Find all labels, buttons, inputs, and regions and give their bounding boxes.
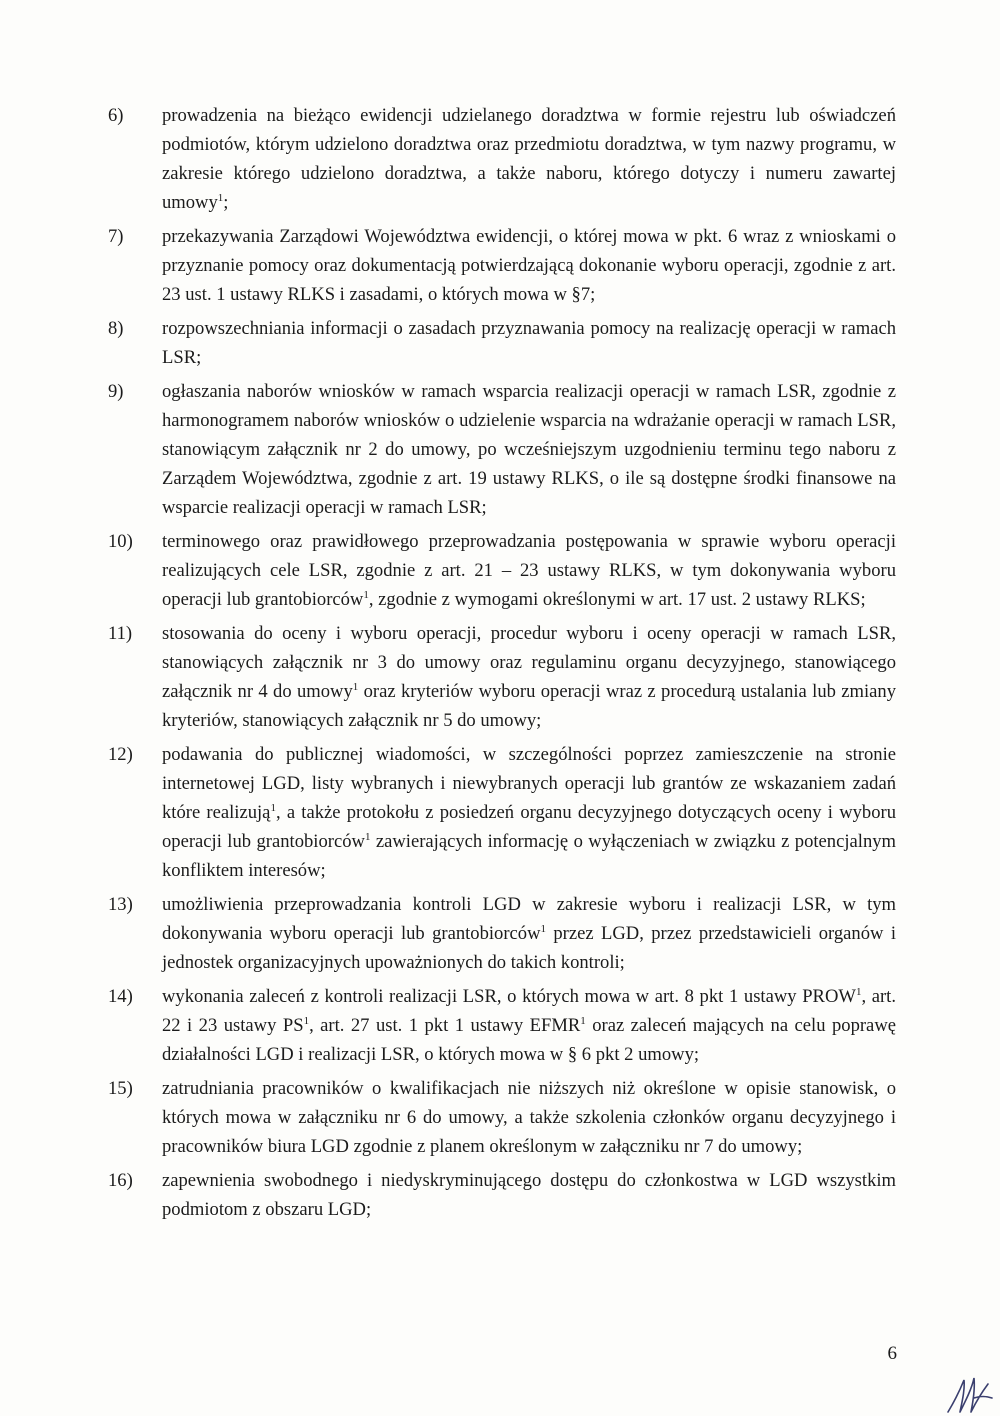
footnote-marker: 1 bbox=[352, 680, 359, 693]
list-item bbox=[108, 890, 896, 977]
item-number: 14) bbox=[108, 986, 133, 1007]
list-item bbox=[108, 1074, 896, 1161]
item-number: 10) bbox=[108, 531, 133, 552]
item-text: rozpowszechniania informacji o zasadach przyznawania pomocy na realizację operacji w ramach LSR; bbox=[162, 318, 896, 368]
item-text: umożliwienia przeprowadzania kontroli LGD w zakresie wyboru i realizacji LSR, w tym dokonywania wyboru operacji lub grantobiorców$^1$ przez LGD, przez przedstawicieli organów i jednostek organizacyjnych upoważnionych do takich kontroli; bbox=[162, 894, 896, 973]
item-text: zapewnienia swobodnego i niedyskryminującego dostępu do członkostwa w LGD wszystkim podmiotom z obszaru LGD; bbox=[162, 1170, 896, 1220]
footnote-marker: 1 bbox=[363, 588, 369, 601]
list-item bbox=[108, 982, 896, 1069]
item-number: 15) bbox=[108, 1078, 133, 1099]
item-text: stosowania do oceny i wyboru operacji, procedur wyboru i oceny operacji w ramach LSR, stanowiących załącznik nr 3 do umowy oraz regulaminu organu decyzyjnego, stanowiącego załącznik nr 4 do umowy$^1$ oraz kryteriów wyboru operacji wraz z procedurą ustalania lub zmiany kryteriów, stanowiących załącznik nr 5 do umowy; bbox=[162, 623, 896, 731]
item-number: 7) bbox=[108, 226, 124, 247]
list-item bbox=[108, 101, 896, 217]
item-text: prowadzenia na bieżąco ewidencji udzielanego doradztwa w formie rejestru lub oświadczeń podmiotów, którym udzielono doradztwa oraz przedmiotu doradztwa, w tym nazwy programu, w zakresie którego udzielono doradztwa, a także naboru, którego dotyczy i numeru zawartej umowy$^1$; bbox=[162, 105, 896, 213]
item-text: zatrudniania pracowników o kwalifikacjach nie niższych niż określone w opisie stanowisk, o których mowa w załączniku nr 6 do umowy, a także szkolenia członków organu decyzyjnego i pracowników biura LGD zgodnie z planem określonym w załączniku nr 7 do umowy; bbox=[162, 1078, 896, 1157]
page-number: 6 bbox=[887, 1343, 897, 1364]
list-item bbox=[108, 314, 896, 372]
footnote-marker: 1 bbox=[540, 922, 547, 935]
footnote-marker: 1 bbox=[855, 985, 862, 998]
list-item bbox=[108, 740, 896, 885]
list-item bbox=[108, 1166, 896, 1224]
item-number: 8) bbox=[108, 318, 124, 339]
item-number: 13) bbox=[108, 894, 133, 915]
item-text: terminowego oraz prawidłowego przeprowadzania postępowania w sprawie wyboru operacji realizujących cele LSR, zgodnie z art. 21 – 23 ustawy RLKS, w tym dokonywania wyboru operacji lub grantobiorców$^1$, zgodnie z wymogami określonymi w art. 17 ust. 2 ustawy RLKS; bbox=[162, 531, 896, 610]
footnote-marker: 1 bbox=[217, 191, 224, 204]
list-item bbox=[108, 377, 896, 522]
item-number: 12) bbox=[108, 744, 133, 765]
footnote-marker: 1 bbox=[270, 801, 276, 814]
footnote-marker: 1 bbox=[580, 1014, 586, 1027]
list-item bbox=[108, 222, 896, 309]
item-number: 16) bbox=[108, 1170, 133, 1191]
item-text: wykonania zaleceń z kontroli realizacji LSR, o których mowa w art. 8 pkt 1 ustawy PROW$^1$, art. 22 i 23 ustawy $PS^1$, art. 27 ust. 1 pkt 1 ustawy EFMR$^1$ oraz zaleceń mających na celu poprawę działalności LGD i realizacji LSR, o których mowa w § 6 pkt 2 umowy; bbox=[162, 985, 896, 1065]
item-number: 11) bbox=[108, 623, 133, 644]
footnote-marker: 1 bbox=[303, 1014, 310, 1027]
obligations-list bbox=[108, 101, 896, 1229]
handwritten-signature-icon bbox=[944, 1372, 994, 1416]
list-item bbox=[108, 527, 896, 614]
footnote-marker: 1 bbox=[364, 830, 371, 843]
list-item bbox=[108, 619, 896, 735]
item-text: ogłaszania naborów wniosków w ramach wsparcia realizacji operacji w ramach LSR, zgodnie z harmonogramem naborów wniosków o udzielenie wsparcia na wdrażanie operacji w ramach LSR, stanowiącym załącznik nr 2 do umowy, po wcześniejszym uzgodnieniu terminu tego naboru z Zarządem Województwa, zgodnie z art. 19 ustawy RLKS, o ile są dostępne środki finansowe na wsparcie realizacji operacji w ramach LSR; bbox=[162, 381, 896, 518]
item-text: przekazywania Zarządowi Województwa ewidencji, o której mowa w pkt. 6 wraz z wnioskami o przyznanie pomocy oraz dokumentacją potwierdzającą dokonanie wyboru operacji, zgodnie z art. 23 ust. 1 ustawy RLKS i zasadami, o których mowa w §7; bbox=[162, 226, 896, 305]
item-number: 6) bbox=[108, 105, 124, 126]
item-text: podawania do publicznej wiadomości, w szczególności poprzez zamieszczenie na stronie internetowej LGD, listy wybranych i niewybranych operacji lub grantów ze wskazaniem zadań które realizują$^1$, a także protokołu z posiedzeń organu decyzyjnego dotyczących oceny i wyboru operacji lub grantobiorców$^1$ zawierających informację o wyłączeniach w związku z potencjalnym konfliktem interesów; bbox=[162, 744, 897, 881]
item-number: 9) bbox=[108, 381, 124, 402]
